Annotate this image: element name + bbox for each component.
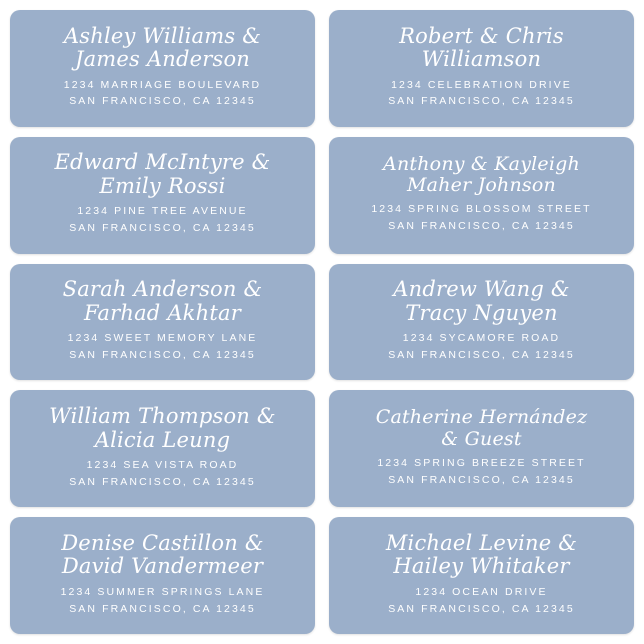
city-state-zip: SAN FRANCISCO, CA 12345 <box>388 95 575 108</box>
city-state-zip: SAN FRANCISCO, CA 12345 <box>69 475 256 488</box>
recipient-name-line-1: Anthony & Kayleigh <box>383 152 580 175</box>
recipient-name-line-2: Maher Johnson <box>407 173 556 196</box>
street-address: 1234 SWEET MEMORY LANE <box>67 332 258 345</box>
recipient-name-line-2: Williamson <box>421 47 542 72</box>
recipient-name-line-2: & Guest <box>441 427 522 450</box>
address-label <box>10 390 315 507</box>
recipient-name-line-1: Robert & Chris <box>399 23 564 48</box>
recipient-name-line-1: Andrew Wang & <box>393 277 570 302</box>
recipient-name-line-1: William Thompson & <box>49 404 276 429</box>
recipient-name-line-2: Alicia Leung <box>94 427 231 452</box>
address-label <box>10 137 315 254</box>
address-label <box>10 264 315 381</box>
city-state-zip: SAN FRANCISCO, CA 12345 <box>69 602 256 615</box>
address-label <box>329 390 634 507</box>
street-address: 1234 MARRIAGE BOULEVARD <box>63 78 262 91</box>
city-state-zip: SAN FRANCISCO, CA 12345 <box>69 349 256 361</box>
recipient-name-line-1: Michael Levine & <box>385 530 578 555</box>
city-state-zip: SAN FRANCISCO, CA 12345 <box>69 95 256 108</box>
recipient-name-line-2: Tracy Nguyen <box>405 300 558 325</box>
recipient-name-line-2: Emily Rossi <box>99 173 226 198</box>
street-address: 1234 CELEBRATION DRIVE <box>391 78 572 91</box>
recipient-name-line-1: Edward McIntyre & <box>54 150 271 175</box>
address-label <box>10 517 315 634</box>
address-label <box>329 137 634 254</box>
street-address: 1234 SEA VISTA ROAD <box>86 459 239 472</box>
street-address: 1234 SUMMER SPRINGS LANE <box>60 585 265 598</box>
address-label <box>329 10 634 127</box>
recipient-name-line-2: Hailey Whitaker <box>393 554 570 579</box>
address-label <box>10 10 315 127</box>
address-label <box>329 517 634 634</box>
recipient-name-line-2: David Vandermeer <box>61 554 264 579</box>
street-address: 1234 SPRING BREEZE STREET <box>377 456 586 469</box>
recipient-name-line-1: Ashley Williams & <box>63 23 262 48</box>
city-state-zip: SAN FRANCISCO, CA 12345 <box>69 222 256 235</box>
recipient-name-line-1: Catherine Hernández <box>375 406 588 429</box>
recipient-name-line-2: James Anderson <box>74 47 251 72</box>
street-address: 1234 SYCAMORE ROAD <box>402 332 561 345</box>
city-state-zip: SAN FRANCISCO, CA 12345 <box>388 219 575 232</box>
city-state-zip: SAN FRANCISCO, CA 12345 <box>388 349 575 361</box>
recipient-name-line-1: Denise Castillon & <box>61 530 264 555</box>
street-address: 1234 SPRING BLOSSOM STREET <box>371 203 592 216</box>
city-state-zip: SAN FRANCISCO, CA 12345 <box>388 602 575 615</box>
recipient-name-line-1: Sarah Anderson & <box>62 277 263 302</box>
recipient-name-line-2: Farhad Akhtar <box>84 300 241 325</box>
city-state-zip: SAN FRANCISCO, CA 12345 <box>388 473 575 486</box>
address-label <box>329 264 634 381</box>
street-address: 1234 OCEAN DRIVE <box>415 585 548 598</box>
street-address: 1234 PINE TREE AVENUE <box>77 205 248 218</box>
